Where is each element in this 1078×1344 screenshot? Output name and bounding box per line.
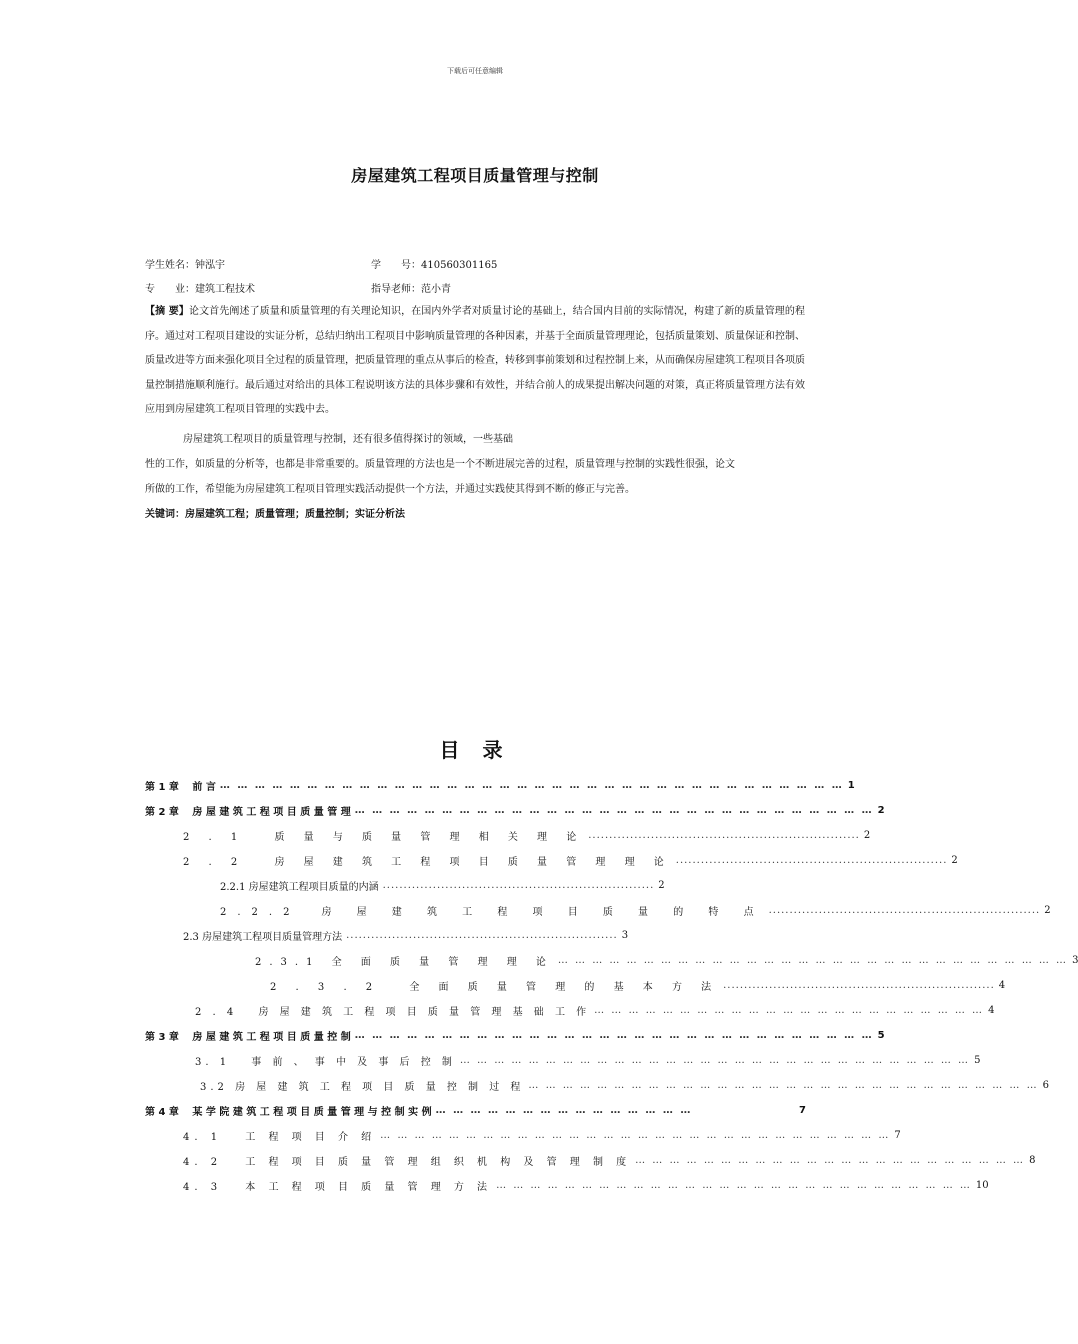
toc-entry-page: 2 [951,854,958,866]
toc-leader: … … … … … … … … … … … … … … … … … … … … … … … … … … … … … … [354,804,874,816]
major-label: 专 业： [145,284,195,295]
toc-leader: … … … … … … … … … … … … … … … … … … … … … … … … … … … … … … [354,1029,874,1041]
toc-leader: … … … … … … … … … … … … … … … … … … … … … … … … … … … … … … [557,954,1069,966]
toc-entry-2-4[interactable] [195,1002,995,1018]
toc-entry-3-1[interactable] [195,1052,981,1068]
toc-leader: ................................................................. [723,979,995,991]
toc-leader: … … … … … … … … … … … … … … … [435,1104,693,1116]
toc-entry-page: 3 [621,929,629,941]
toc-entry-ch1[interactable] [145,777,855,793]
toc-entry-page: 10 [975,1179,989,1191]
toc-entry-2-2[interactable] [183,852,958,868]
toc-entry-page: 1 [847,779,855,791]
toc-entry-page: 4 [988,1004,995,1016]
toc-title: 目 录 [439,738,511,762]
toc-entry-2-1[interactable] [183,827,871,843]
toc-leader: … … … … … … … … … … … … … … … … … … … … … … … … … … … … … … … … … … … … [219,779,844,791]
toc-entry-label: 3.2 房 屋 建 筑 工 程 项 目 质 量 控 制 过 程 [200,1081,525,1093]
toc-entry-label: 3. 1 事 前 、 事 中 及 事 后 控 制 [195,1056,456,1068]
toc-entry-2-2-1[interactable] [220,877,665,893]
toc-leader: ................................................................. [768,904,1041,916]
toc-entry-label: 2.3.1 全 面 质 量 管 理 理 论 [255,956,554,968]
toc-entry-label: 第 3 章 房 屋 建 筑 工 程 项 目 质 量 控 制 [145,1031,351,1043]
toc-entry-4-1[interactable] [183,1127,901,1143]
abstract [145,300,805,423]
toc-entry-page: 7 [799,1104,806,1116]
para2-line1: 房屋建筑工程项目的质量管理与控制，还有很多值得探讨的领域，一些基础 [183,434,513,445]
header-note: 下载后可任意编辑 [447,67,503,75]
toc-entry-3-2[interactable] [200,1077,1049,1093]
toc-entry-2-3[interactable] [183,927,629,943]
info-row-2 [145,280,451,295]
toc-entry-2-2-2[interactable] [220,902,1051,918]
toc-leader: … … … … … … … … … … … … … … … … … … … … … … … … … … … … … … [459,1054,971,1066]
toc-entry-label: 2 . 4 房 屋 建 筑 工 程 项 目 质 量 管 理 基 础 工 作 [195,1006,591,1018]
toc-entry-page: 5 [974,1054,981,1066]
keywords: 关键词：房屋建筑工程；质量管理；质量控制；实证分析法 [145,509,405,520]
toc-entry-2-3-2[interactable] [270,977,1006,993]
toc-entry-page: 7 [894,1129,901,1141]
toc-leader: … … … … … … … … … … … … … … … … … … … … … … … … … … … … … … [528,1079,1039,1091]
student-label: 学生姓名： [145,260,195,271]
toc-entry-label: 4. 1 工 程 项 目 介 绍 [183,1131,377,1143]
abstract-label: 【摘 要】 [145,306,189,317]
toc-leader: … … … … … … … … … … … … … … … … … … … … … … … [635,1154,1026,1166]
id-value: 410560301165 [421,260,498,271]
id-label: 学 号： [371,260,421,271]
student-value: 钟泓宇 [195,260,225,271]
toc-leader: … … … … … … … … … … … … … … … … … … … … … … … [594,1004,985,1016]
toc-leader: ................................................................. [588,829,860,841]
toc-entry-label: 4. 3 本 工 程 项 目 质 量 管 理 方 法 [183,1181,493,1193]
advisor-label: 指导老师： [371,284,421,295]
toc-entry-label: 2 . 3 . 2 全 面 质 量 管 理 的 基 本 方 法 [270,981,720,993]
toc-leader: ................................................................. [675,854,948,866]
toc-entry-page: 2 [658,879,665,891]
toc-entry-page: 4 [998,979,1006,991]
abstract-text: 论文首先阐述了质量和质量管理的有关理论知识，在国内外学者对质量讨论的基础上，结合国内目前的实际情况，构建了新的质量管理的程序。通过对工程项目建设的实证分析，总结归纳出工程项目中影响质量管理的各种因素，并基于全面质量管理理论，包括质量策划、质量保证和控制、质量改进等方面来强化项目全过程的质量管理，把质量管理的重点从事后的检查，转移到事前策划和过程控制上来，从而确保房屋建筑工程项目各项质量控制措施顺利施行。最后通过对给出的具体工程说明该方法的具体步骤和有效性，并结合前人的成果提出解决问题的对策，真正将质量管理方法有效应用到房屋建筑工程项目管理的实践中去。 [145,306,805,415]
toc-entry-page: 8 [1029,1154,1036,1166]
toc-entry-ch2[interactable] [145,802,885,818]
toc-entry-label: 2 . 1 质 量 与 质 量 管 理 相 关 理 论 [183,831,585,843]
toc-entry-label: 第 4 章 某 学 院 建 筑 工 程 项 目 质 量 管 理 与 控 制 实 例 [145,1106,432,1118]
toc-entry-label: 第 1 章 前 言 [145,781,216,793]
toc-entry-page: 3 [1072,954,1078,966]
toc-leader: ................................................................. [382,879,655,891]
toc-entry-label: 4. 2 工 程 项 目 质 量 管 理 组 织 机 构 及 管 理 制 度 [183,1156,632,1168]
toc-entry-page: 2 [1044,904,1051,916]
toc-entry-4-2[interactable] [183,1152,1036,1168]
toc-leader: ................................................................. [346,929,618,941]
toc-leader: … … … … … … … … … … … … … … … … … … … … … … … … … … … … [496,1179,972,1191]
toc-entry-page: 2 [863,829,871,841]
para2-line3: 所做的工作，希望能为房屋建筑工程项目管理实践活动提供一个方法，并通过实践使其得到不断的修正与完善。 [145,484,635,495]
toc-entry-4-3[interactable] [183,1177,989,1193]
toc-entry-page: 6 [1042,1079,1049,1091]
para2-line2: 性的工作，如质量的分析等，也都是非常重要的。质量管理的方法也是一个不断进展完善的过程，质量管理与控制的实践性很强，论文 [145,459,735,470]
toc-entry-page: 2 [877,804,885,816]
advisor-value: 范小青 [421,284,451,295]
toc-entry-page: 5 [877,1029,885,1041]
toc-entry-label: 2.2.1 房屋建筑工程项目质量的内涵 [220,881,379,893]
toc-entry-ch3[interactable] [145,1027,885,1043]
major-value: 建筑工程技术 [195,284,255,295]
toc-entry-label: 第 2 章 房 屋 建 筑 工 程 项 目 质 量 管 理 [145,806,351,818]
toc-entry-label: 2.2.2 房 屋 建 筑 工 程 项 目 质 量 的 特 点 [220,906,765,918]
toc-leader: … … … … … … … … … … … … … … … … … … … … … … … … … … … … … … [380,1129,891,1141]
toc-entry-label: 2 . 2 房 屋 建 筑 工 程 项 目 质 量 管 理 理 论 [183,856,672,868]
toc-entry-2-3-1[interactable] [255,952,1078,968]
info-row-1 [145,256,498,271]
document-title: 房屋建筑工程项目质量管理与控制 [351,166,599,185]
toc-entry-ch4[interactable] [145,1102,806,1118]
toc-entry-label: 2.3 房屋建筑工程项目质量管理方法 [183,931,343,943]
